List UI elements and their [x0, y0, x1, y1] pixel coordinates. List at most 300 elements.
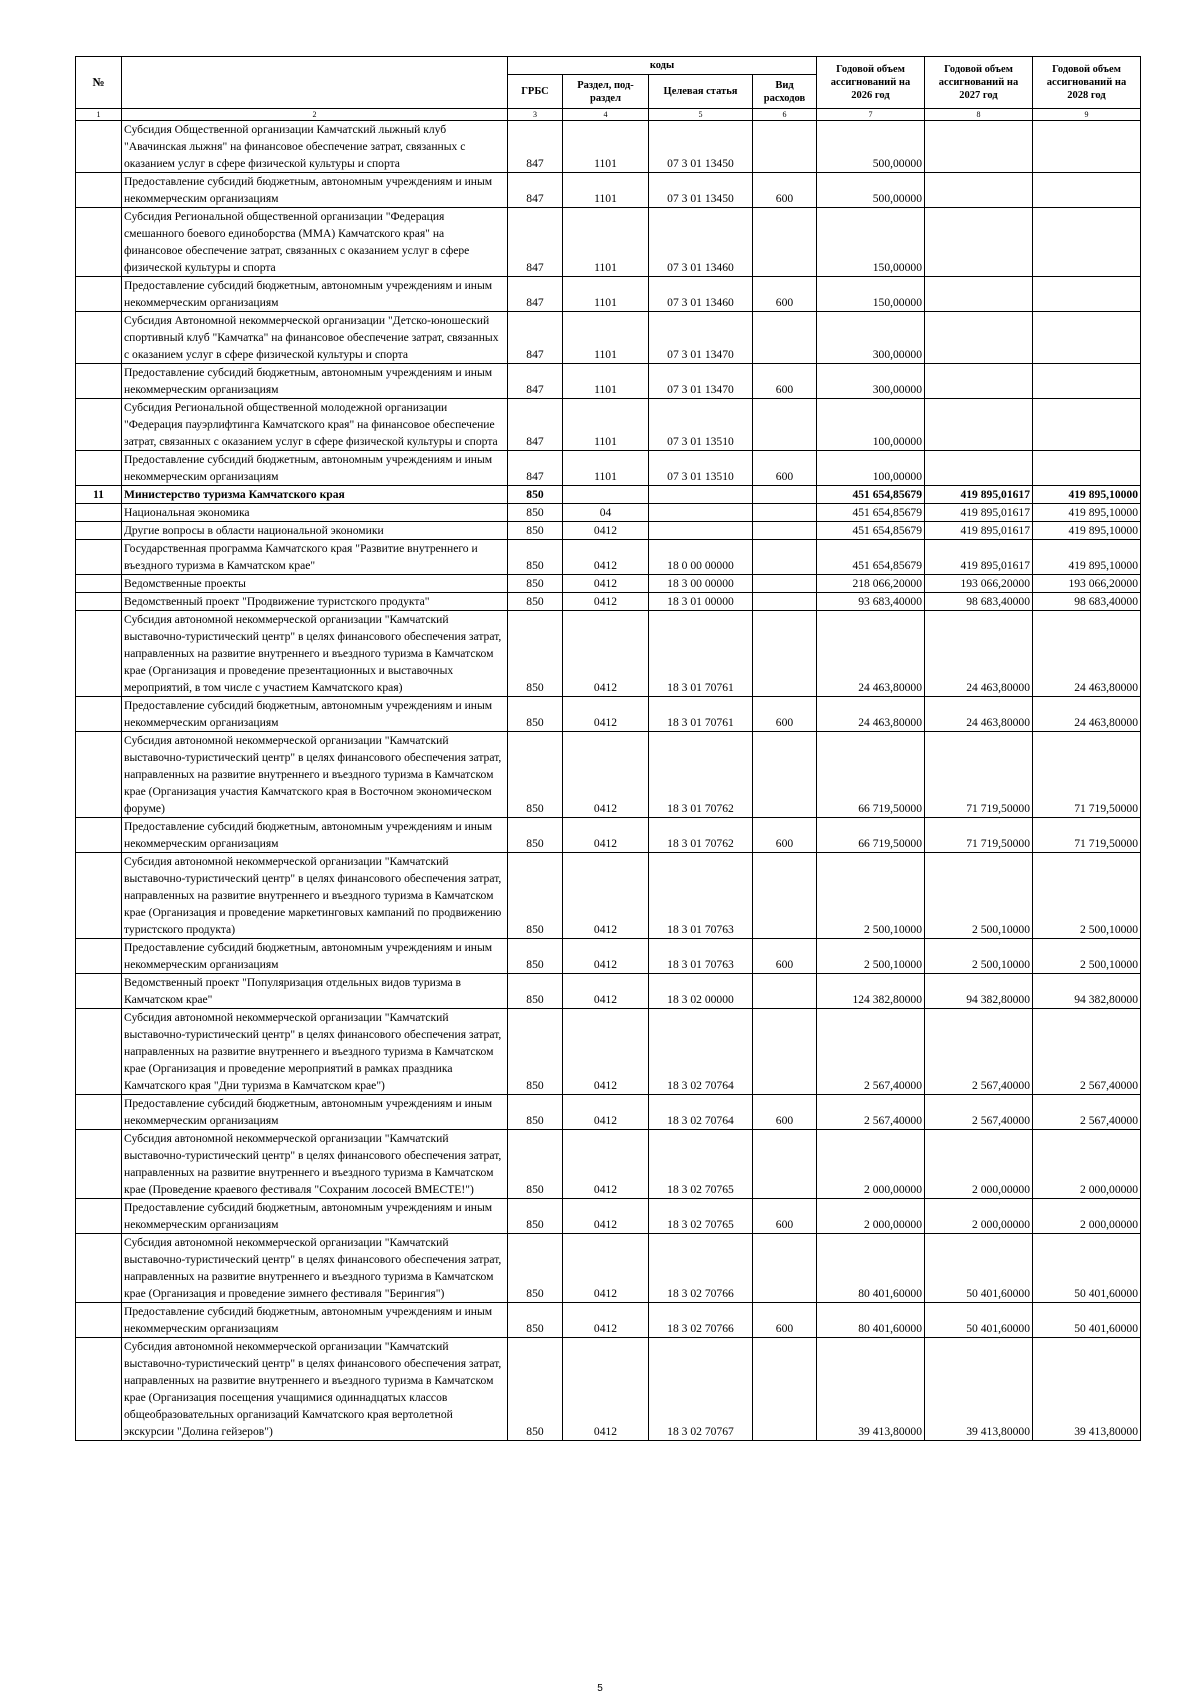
row-name: Предоставление субсидий бюджетным, автономным учреждениям и иным некоммерческим организациям — [122, 818, 508, 853]
table-row — [76, 277, 1141, 312]
row-name: Субсидия автономной некоммерческой организации "Камчатский выставочно-туристический центр" в целях финансового обеспечения затрат, направленных на развитие внутреннего и въездного туризма в Камчатском крае (Организация посещения учащимися одиннадцатых классов общеобразовательных организаций Камчатского края вертолетной экскурсии "Долина гейзеров") — [122, 1338, 508, 1441]
row-number: 11 — [76, 486, 122, 504]
header-name — [122, 57, 508, 109]
row-amount-2028 — [1033, 173, 1141, 208]
row-section: 0412 — [563, 939, 649, 974]
row-grbs: 850 — [508, 697, 563, 732]
row-number — [76, 1130, 122, 1199]
row-target-article: 18 3 01 70763 — [649, 853, 753, 939]
table-row — [76, 593, 1141, 611]
row-target-article: 07 3 01 13510 — [649, 451, 753, 486]
row-amount-2027: 39 413,80000 — [925, 1338, 1033, 1441]
row-amount-2028: 39 413,80000 — [1033, 1338, 1141, 1441]
row-amount-2028: 419 895,10000 — [1033, 504, 1141, 522]
row-grbs: 850 — [508, 504, 563, 522]
row-expense-type — [753, 611, 817, 697]
row-number — [76, 540, 122, 575]
row-name: Предоставление субсидий бюджетным, автономным учреждениям и иным некоммерческим организациям — [122, 697, 508, 732]
row-target-article: 18 3 01 70762 — [649, 732, 753, 818]
row-amount-2027: 419 895,01617 — [925, 486, 1033, 504]
row-amount-2028: 50 401,60000 — [1033, 1234, 1141, 1303]
table-row — [76, 312, 1141, 364]
row-amount-2027: 419 895,01617 — [925, 540, 1033, 575]
row-amount-2027 — [925, 399, 1033, 451]
row-target-article: 07 3 01 13510 — [649, 399, 753, 451]
row-grbs: 850 — [508, 540, 563, 575]
row-amount-2026: 24 463,80000 — [817, 697, 925, 732]
row-amount-2026: 500,00000 — [817, 173, 925, 208]
row-amount-2028: 24 463,80000 — [1033, 611, 1141, 697]
row-section: 0412 — [563, 1303, 649, 1338]
budget-allocation-table — [75, 56, 1141, 1441]
row-amount-2026: 451 654,85679 — [817, 540, 925, 575]
row-amount-2028: 50 401,60000 — [1033, 1303, 1141, 1338]
table-row — [76, 522, 1141, 540]
page-number: 5 — [597, 1683, 603, 1694]
row-amount-2027: 24 463,80000 — [925, 697, 1033, 732]
row-grbs: 850 — [508, 818, 563, 853]
row-name: Субсидия Общественной организации Камчатский лыжный клуб "Авачинская лыжня" на финансовое обеспечение затрат, связанных с оказанием услуг в сфере физической культуры и спорта — [122, 121, 508, 173]
row-name: Министерство туризма Камчатского края — [122, 486, 508, 504]
row-number — [76, 451, 122, 486]
row-grbs: 850 — [508, 1338, 563, 1441]
row-number — [76, 173, 122, 208]
row-section: 04 — [563, 504, 649, 522]
header-allocation-2027: Годовой объем ассигнований на 2027 год — [925, 57, 1033, 109]
row-amount-2028 — [1033, 364, 1141, 399]
row-target-article: 18 3 01 70762 — [649, 818, 753, 853]
table-row — [76, 974, 1141, 1009]
row-grbs: 850 — [508, 611, 563, 697]
row-number — [76, 399, 122, 451]
row-grbs: 847 — [508, 451, 563, 486]
row-section: 1101 — [563, 208, 649, 277]
row-section: 1101 — [563, 312, 649, 364]
row-amount-2026: 100,00000 — [817, 451, 925, 486]
row-grbs: 850 — [508, 1130, 563, 1199]
row-expense-type — [753, 1009, 817, 1095]
table-body — [76, 121, 1141, 1441]
row-amount-2027: 50 401,60000 — [925, 1234, 1033, 1303]
row-amount-2028: 2 500,10000 — [1033, 853, 1141, 939]
row-amount-2027: 419 895,01617 — [925, 504, 1033, 522]
row-number — [76, 364, 122, 399]
row-amount-2026: 300,00000 — [817, 364, 925, 399]
row-expense-type — [753, 312, 817, 364]
row-name: Субсидия автономной некоммерческой организации "Камчатский выставочно-туристический центр" в целях финансового обеспечения затрат, направленных на развитие внутреннего и въездного туризма в Камчатском крае (Проведение краевого фестиваля "Сохраним лососей ВМЕСТЕ!") — [122, 1130, 508, 1199]
row-amount-2026: 218 066,20000 — [817, 575, 925, 593]
row-name: Другие вопросы в области национальной экономики — [122, 522, 508, 540]
row-name: Предоставление субсидий бюджетным, автономным учреждениям и иным некоммерческим организациям — [122, 451, 508, 486]
row-grbs: 850 — [508, 575, 563, 593]
row-amount-2028: 419 895,10000 — [1033, 540, 1141, 575]
row-section: 0412 — [563, 575, 649, 593]
row-section: 1101 — [563, 364, 649, 399]
header-allocation-2026: Годовой объем ассигнований на 2026 год — [817, 57, 925, 109]
row-section: 1101 — [563, 277, 649, 312]
row-expense-type: 600 — [753, 173, 817, 208]
row-amount-2028: 2 567,40000 — [1033, 1009, 1141, 1095]
row-number — [76, 818, 122, 853]
row-expense-type: 600 — [753, 818, 817, 853]
row-grbs: 850 — [508, 1009, 563, 1095]
row-target-article: 18 3 01 70761 — [649, 611, 753, 697]
row-grbs: 850 — [508, 1095, 563, 1130]
row-target-article: 18 3 02 70764 — [649, 1095, 753, 1130]
row-target-article: 18 3 01 00000 — [649, 593, 753, 611]
row-amount-2028 — [1033, 451, 1141, 486]
row-section: 1101 — [563, 173, 649, 208]
row-name: Предоставление субсидий бюджетным, автономным учреждениям и иным некоммерческим организациям — [122, 939, 508, 974]
row-amount-2026: 80 401,60000 — [817, 1234, 925, 1303]
row-amount-2026: 2 500,10000 — [817, 853, 925, 939]
row-target-article — [649, 522, 753, 540]
row-section: 1101 — [563, 399, 649, 451]
row-section: 0412 — [563, 540, 649, 575]
row-expense-type: 600 — [753, 364, 817, 399]
row-number — [76, 697, 122, 732]
column-number: 6 — [753, 109, 817, 121]
row-expense-type — [753, 121, 817, 173]
row-amount-2027 — [925, 121, 1033, 173]
row-target-article: 18 3 02 70766 — [649, 1234, 753, 1303]
row-amount-2026: 66 719,50000 — [817, 818, 925, 853]
row-target-article: 18 3 02 70765 — [649, 1199, 753, 1234]
row-expense-type — [753, 399, 817, 451]
row-number — [76, 1303, 122, 1338]
row-number — [76, 974, 122, 1009]
budget-table-sheet — [75, 56, 1141, 1441]
row-amount-2028: 24 463,80000 — [1033, 697, 1141, 732]
row-grbs: 850 — [508, 522, 563, 540]
table-row — [76, 399, 1141, 451]
table-row — [76, 1130, 1141, 1199]
row-amount-2028: 2 500,10000 — [1033, 939, 1141, 974]
row-section: 1101 — [563, 451, 649, 486]
row-target-article: 18 3 01 70763 — [649, 939, 753, 974]
row-target-article: 18 3 00 00000 — [649, 575, 753, 593]
table-row — [76, 540, 1141, 575]
table-row — [76, 451, 1141, 486]
row-section: 0412 — [563, 1234, 649, 1303]
row-expense-type — [753, 974, 817, 1009]
table-row — [76, 575, 1141, 593]
table-row — [76, 121, 1141, 173]
row-amount-2027 — [925, 451, 1033, 486]
table-row — [76, 1303, 1141, 1338]
row-amount-2026: 93 683,40000 — [817, 593, 925, 611]
row-amount-2027: 71 719,50000 — [925, 732, 1033, 818]
row-name: Субсидия автономной некоммерческой организации "Камчатский выставочно-туристический центр" в целях финансового обеспечения затрат, направленных на развитие внутреннего и въездного туризма в Камчатском крае (Организация и проведение зимнего фестиваля "Берингия") — [122, 1234, 508, 1303]
row-number — [76, 575, 122, 593]
column-number: 8 — [925, 109, 1033, 121]
row-section: 0412 — [563, 732, 649, 818]
row-amount-2027 — [925, 312, 1033, 364]
row-grbs: 850 — [508, 974, 563, 1009]
row-section: 0412 — [563, 1338, 649, 1441]
header-number: № — [76, 57, 122, 109]
row-name: Ведомственный проект "Продвижение туристского продукта" — [122, 593, 508, 611]
row-name: Предоставление субсидий бюджетным, автономным учреждениям и иным некоммерческим организациям — [122, 173, 508, 208]
header-expense-type: Вид расходов — [753, 75, 817, 109]
row-name: Субсидия автономной некоммерческой организации "Камчатский выставочно-туристический центр" в целях финансового обеспечения затрат, направленных на развитие внутреннего и въездного туризма в Камчатском крае (Организация и проведение презентационных и выставочных мероприятий, в том числе с участием Камчатского края) — [122, 611, 508, 697]
row-expense-type: 600 — [753, 697, 817, 732]
row-amount-2028: 2 000,00000 — [1033, 1130, 1141, 1199]
row-amount-2026: 451 654,85679 — [817, 486, 925, 504]
row-expense-type — [753, 504, 817, 522]
row-amount-2028: 98 683,40000 — [1033, 593, 1141, 611]
row-name: Государственная программа Камчатского края "Развитие внутреннего и въездного туризма в Камчатском крае" — [122, 540, 508, 575]
table-row — [76, 1338, 1141, 1441]
row-target-article: 18 3 01 70761 — [649, 697, 753, 732]
column-number: 3 — [508, 109, 563, 121]
row-section: 0412 — [563, 1095, 649, 1130]
column-numbers-row — [76, 109, 1141, 121]
column-number: 4 — [563, 109, 649, 121]
row-amount-2027: 2 567,40000 — [925, 1095, 1033, 1130]
row-target-article: 07 3 01 13470 — [649, 364, 753, 399]
table-row — [76, 611, 1141, 697]
row-amount-2026: 451 654,85679 — [817, 522, 925, 540]
row-target-article: 07 3 01 13470 — [649, 312, 753, 364]
row-number — [76, 208, 122, 277]
column-number: 7 — [817, 109, 925, 121]
row-number — [76, 1009, 122, 1095]
row-grbs: 850 — [508, 939, 563, 974]
row-expense-type — [753, 593, 817, 611]
row-name: Субсидия Региональной общественной организации "Федерация смешанного боевого единоборства (ММА) Камчатского края" на финансовое обеспечение затрат, связанных с оказанием услуг в сфере физической культуры и спорта — [122, 208, 508, 277]
row-name: Ведомственные проекты — [122, 575, 508, 593]
row-number — [76, 1234, 122, 1303]
table-row — [76, 208, 1141, 277]
row-amount-2026: 2 000,00000 — [817, 1199, 925, 1234]
header-grbs: ГРБС — [508, 75, 563, 109]
row-target-article — [649, 504, 753, 522]
row-amount-2026: 124 382,80000 — [817, 974, 925, 1009]
row-grbs: 847 — [508, 173, 563, 208]
row-expense-type — [753, 853, 817, 939]
row-number — [76, 1338, 122, 1441]
table-row — [76, 1009, 1141, 1095]
row-target-article: 18 3 02 00000 — [649, 974, 753, 1009]
column-number: 9 — [1033, 109, 1141, 121]
row-target-article: 18 3 02 70765 — [649, 1130, 753, 1199]
row-amount-2028: 94 382,80000 — [1033, 974, 1141, 1009]
row-grbs: 847 — [508, 312, 563, 364]
row-section — [563, 486, 649, 504]
row-amount-2027: 193 066,20000 — [925, 575, 1033, 593]
row-expense-type — [753, 575, 817, 593]
row-section: 0412 — [563, 1009, 649, 1095]
row-number — [76, 611, 122, 697]
row-section: 0412 — [563, 1199, 649, 1234]
row-name: Предоставление субсидий бюджетным, автономным учреждениям и иным некоммерческим организациям — [122, 1303, 508, 1338]
row-amount-2027: 2 000,00000 — [925, 1130, 1033, 1199]
row-section: 0412 — [563, 974, 649, 1009]
row-section: 0412 — [563, 853, 649, 939]
row-number — [76, 277, 122, 312]
row-amount-2028: 419 895,10000 — [1033, 522, 1141, 540]
row-amount-2026: 2 567,40000 — [817, 1009, 925, 1095]
row-number — [76, 593, 122, 611]
row-amount-2028: 2 000,00000 — [1033, 1199, 1141, 1234]
row-amount-2027: 98 683,40000 — [925, 593, 1033, 611]
column-number: 1 — [76, 109, 122, 121]
row-number — [76, 1095, 122, 1130]
table-row — [76, 939, 1141, 974]
table-row — [76, 173, 1141, 208]
row-amount-2026: 300,00000 — [817, 312, 925, 364]
row-target-article: 18 3 02 70767 — [649, 1338, 753, 1441]
row-amount-2028 — [1033, 312, 1141, 364]
row-amount-2026: 80 401,60000 — [817, 1303, 925, 1338]
table-row — [76, 853, 1141, 939]
row-number — [76, 853, 122, 939]
row-amount-2027: 2 500,10000 — [925, 939, 1033, 974]
row-grbs: 847 — [508, 208, 563, 277]
row-amount-2027: 2 567,40000 — [925, 1009, 1033, 1095]
row-name: Субсидия автономной некоммерческой организации "Камчатский выставочно-туристический центр" в целях финансового обеспечения затрат, направленных на развитие внутреннего и въездного туризма в Камчатском крае (Организация и проведение мероприятий в рамках праздника Камчатского края "Дни туризма в Камчатском крае") — [122, 1009, 508, 1095]
row-expense-type: 600 — [753, 1095, 817, 1130]
row-amount-2027: 419 895,01617 — [925, 522, 1033, 540]
row-name: Предоставление субсидий бюджетным, автономным учреждениям и иным некоммерческим организациям — [122, 364, 508, 399]
row-section: 1101 — [563, 121, 649, 173]
row-target-article: 07 3 01 13460 — [649, 277, 753, 312]
row-number — [76, 121, 122, 173]
row-number — [76, 504, 122, 522]
row-expense-type: 600 — [753, 451, 817, 486]
row-section: 0412 — [563, 611, 649, 697]
table-row — [76, 697, 1141, 732]
row-amount-2028 — [1033, 208, 1141, 277]
row-grbs: 850 — [508, 732, 563, 818]
row-amount-2028: 71 719,50000 — [1033, 732, 1141, 818]
row-amount-2026: 2 000,00000 — [817, 1130, 925, 1199]
row-expense-type — [753, 1234, 817, 1303]
row-grbs: 850 — [508, 1303, 563, 1338]
row-name: Ведомственный проект "Популяризация отдельных видов туризма в Камчатском крае" — [122, 974, 508, 1009]
row-target-article: 07 3 01 13450 — [649, 121, 753, 173]
header-section: Раздел, под-раздел — [563, 75, 649, 109]
row-number — [76, 939, 122, 974]
row-amount-2027 — [925, 277, 1033, 312]
row-section: 0412 — [563, 697, 649, 732]
row-amount-2028 — [1033, 121, 1141, 173]
row-expense-type — [753, 540, 817, 575]
row-name: Субсидия автономной некоммерческой организации "Камчатский выставочно-туристический центр" в целях финансового обеспечения затрат, направленных на развитие внутреннего и въездного туризма в Камчатском крае (Организация участия Камчатского края в Восточном экономическом форуме) — [122, 732, 508, 818]
row-number — [76, 522, 122, 540]
table-row — [76, 1199, 1141, 1234]
row-section: 0412 — [563, 818, 649, 853]
row-amount-2026: 24 463,80000 — [817, 611, 925, 697]
table-row — [76, 364, 1141, 399]
row-grbs: 847 — [508, 364, 563, 399]
row-number — [76, 1199, 122, 1234]
row-expense-type — [753, 522, 817, 540]
row-grbs: 847 — [508, 121, 563, 173]
row-number — [76, 312, 122, 364]
row-name: Предоставление субсидий бюджетным, автономным учреждениям и иным некоммерческим организациям — [122, 1199, 508, 1234]
header-target: Целевая статья — [649, 75, 753, 109]
row-target-article — [649, 486, 753, 504]
row-grbs: 850 — [508, 1199, 563, 1234]
row-amount-2028: 419 895,10000 — [1033, 486, 1141, 504]
row-amount-2026: 500,00000 — [817, 121, 925, 173]
row-amount-2027: 50 401,60000 — [925, 1303, 1033, 1338]
row-section: 0412 — [563, 593, 649, 611]
row-amount-2027 — [925, 173, 1033, 208]
row-target-article: 18 0 00 00000 — [649, 540, 753, 575]
row-grbs: 850 — [508, 853, 563, 939]
row-name: Субсидия автономной некоммерческой организации "Камчатский выставочно-туристический центр" в целях финансового обеспечения затрат, направленных на развитие внутреннего и въездного туризма в Камчатском крае (Организация и проведение маркетинговых кампаний по продвижению туристского продукта) — [122, 853, 508, 939]
row-grbs: 847 — [508, 399, 563, 451]
row-name: Предоставление субсидий бюджетным, автономным учреждениям и иным некоммерческим организациям — [122, 277, 508, 312]
row-amount-2028 — [1033, 399, 1141, 451]
row-amount-2027: 24 463,80000 — [925, 611, 1033, 697]
row-amount-2027: 2 000,00000 — [925, 1199, 1033, 1234]
row-amount-2026: 451 654,85679 — [817, 504, 925, 522]
row-amount-2027: 71 719,50000 — [925, 818, 1033, 853]
row-amount-2028: 2 567,40000 — [1033, 1095, 1141, 1130]
row-amount-2027 — [925, 208, 1033, 277]
row-target-article: 07 3 01 13460 — [649, 208, 753, 277]
row-amount-2026: 2 567,40000 — [817, 1095, 925, 1130]
header-allocation-2028: Годовой объем ассигнований на 2028 год — [1033, 57, 1141, 109]
row-expense-type: 600 — [753, 1303, 817, 1338]
row-target-article: 18 3 02 70766 — [649, 1303, 753, 1338]
row-section: 0412 — [563, 522, 649, 540]
column-number: 2 — [122, 109, 508, 121]
row-amount-2028: 71 719,50000 — [1033, 818, 1141, 853]
table-row — [76, 732, 1141, 818]
row-name: Субсидия Автономной некоммерческой организации "Детско-юношеский спортивный клуб "Камчатка" на финансовое обеспечение затрат, связанных с оказанием услуг в сфере физической культуры и спорта — [122, 312, 508, 364]
row-amount-2026: 2 500,10000 — [817, 939, 925, 974]
row-amount-2026: 39 413,80000 — [817, 1338, 925, 1441]
table-row — [76, 1095, 1141, 1130]
row-amount-2028 — [1033, 277, 1141, 312]
row-target-article: 18 3 02 70764 — [649, 1009, 753, 1095]
row-expense-type: 600 — [753, 1199, 817, 1234]
table-row — [76, 818, 1141, 853]
row-amount-2027: 94 382,80000 — [925, 974, 1033, 1009]
row-grbs: 850 — [508, 1234, 563, 1303]
row-amount-2026: 100,00000 — [817, 399, 925, 451]
row-amount-2028: 193 066,20000 — [1033, 575, 1141, 593]
table-row — [76, 486, 1141, 504]
row-amount-2026: 150,00000 — [817, 277, 925, 312]
row-amount-2026: 150,00000 — [817, 208, 925, 277]
row-grbs: 850 — [508, 486, 563, 504]
row-target-article: 07 3 01 13450 — [649, 173, 753, 208]
header-codes: коды — [508, 57, 817, 75]
row-expense-type: 600 — [753, 939, 817, 974]
row-expense-type — [753, 1130, 817, 1199]
row-amount-2026: 66 719,50000 — [817, 732, 925, 818]
row-section: 0412 — [563, 1130, 649, 1199]
row-number — [76, 732, 122, 818]
row-expense-type — [753, 1338, 817, 1441]
row-amount-2027 — [925, 364, 1033, 399]
row-name: Предоставление субсидий бюджетным, автономным учреждениям и иным некоммерческим организациям — [122, 1095, 508, 1130]
row-expense-type — [753, 732, 817, 818]
table-row — [76, 1234, 1141, 1303]
row-expense-type — [753, 486, 817, 504]
row-expense-type — [753, 208, 817, 277]
column-number: 5 — [649, 109, 753, 121]
row-grbs: 850 — [508, 593, 563, 611]
row-grbs: 847 — [508, 277, 563, 312]
table-row — [76, 504, 1141, 522]
